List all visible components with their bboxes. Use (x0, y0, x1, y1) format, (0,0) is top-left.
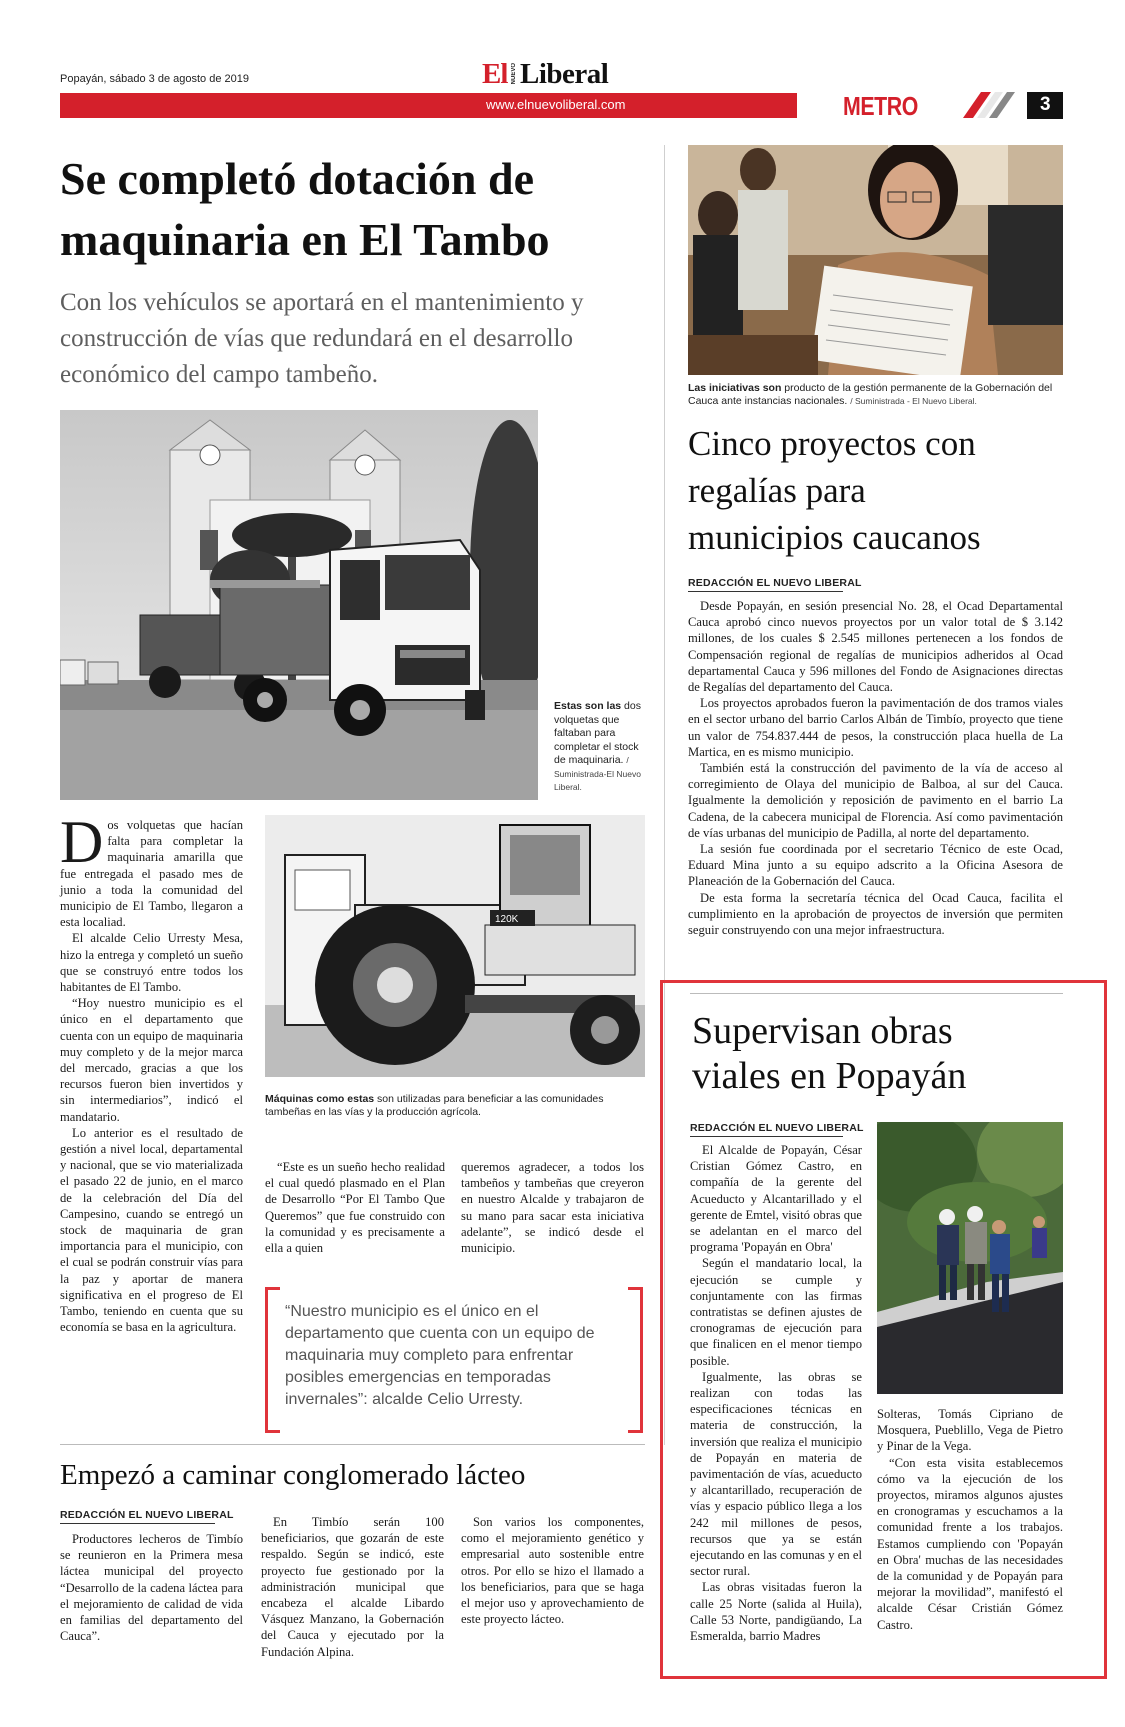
grader-photo (265, 815, 645, 1077)
trucks-photo-caption (554, 700, 649, 795)
main-paragraph: El alcalde Celio Urresty Mesa, hizo la entrega y completó un sueño que se construyó entre todos los habitantes de El Tambo. (60, 931, 243, 995)
cinco-byline: REDACCIÓN EL NUEVO LIBERAL (688, 577, 862, 589)
supervisan-paragraph: “Con esta visita establecemos cómo va la ejecución de los proyectos, miramos algunos ajustes en cronogramas y escuchamos a la comunidad frente a los trabajos. Estamos cumpliendo con 'Popayán en Obra' muchas de las necesidades de la comunidad y de Popayán para mejorar la movilidad”, manifestó el alcalde César Cristián Gómez Castro. (877, 1455, 1063, 1632)
main-paragraph: Lo anterior es el resultado de gestión a nivel local, departamental y nacional, que se vio materializada el pasado 22 de junio, en el marco de la celebración del Día del Campesino, cuando se entregó un stock de maquinaria de gran importancia para el municipio, con el cual se podrán construir vías para la paz y aportar de manera significativa en el progreso de El Tambo, teniendo en cuenta que su economía se basa en la agricultura. (60, 1125, 243, 1335)
supervisan-left-column (690, 1142, 862, 1644)
lacteo-paragraph: En Timbío serán 100 beneficiarios, que gozarán de este respaldo. Según se indicó, este proyecto fue gestionado por la administración municipal que encabeza el alcalde Libardo Vásquez Manzano, la Gobernación del Cauca y ejecutado por la Fundación Alpina. (261, 1515, 444, 1659)
drop-cap: D (60, 809, 104, 875)
cinco-byline-rule (688, 591, 843, 592)
lacteo-column-2 (261, 1514, 444, 1660)
governor-photo-caption (688, 382, 1066, 408)
masthead-logo[interactable] (482, 58, 642, 90)
main-paragraph: “Este es un sueño hecho realidad el cual quedó plasmado en el Plan de Desarrollo “Por El Tambo Que Queremos” que fue construido con la comunidad y es precisamente a ella a quien (265, 1160, 445, 1256)
supervisan-top-rule (690, 993, 1063, 994)
pull-quote-bracket-left (265, 1287, 280, 1433)
lacteo-headline: Empezó a caminar conglomerado lácteo (60, 1459, 526, 1491)
lacteo-divider (60, 1444, 645, 1445)
caption-credit: / Suministrada - El Nuevo Liberal. (850, 396, 977, 406)
page-number: 3 (1040, 94, 1051, 115)
trucks-photo (60, 410, 538, 800)
logo-liberal: Liberal (520, 58, 609, 90)
pull-quote-box (265, 1287, 643, 1429)
road-visit-photo (877, 1122, 1063, 1394)
lacteo-paragraph: Son varios los componentes, como el mejoramiento genético y empresarial auto sostenible entre otros. Por ello se hizo el llamado a los beneficiarios, para que se haga el mejor uso y aprovechamiento de este proyecto lácteo. (461, 1515, 644, 1627)
supervisan-right-column (877, 1406, 1063, 1633)
supervisan-paragraph: Igualmente, las obras se realizan con todas las especificaciones técnicas en materia de construcción, la inversión que realiza el municipio de Popayán en materia de pavimentación de vías, acueducto y alcantarillado, recuperación de vías y espacio público llega a los 242 mil millones de pesos, recursos que ya se están ejecutando en las comunas y en el sector rural. (690, 1369, 862, 1579)
supervisan-headline: Supervisan obras viales en Popayán (692, 1010, 967, 1097)
supervisan-paragraph: El Alcalde de Popayán, César Cristian Gómez Castro, en compañía de la gerente del Acueducto y Alcantarillado y el gerente de Emtel, visitó obras que se adelantan en el marco del programa 'Popayán en Obra' (690, 1143, 862, 1255)
cinco-body (688, 598, 1063, 938)
main-paragraph: “Hoy nuestro municipio es el único en el departamento que cuenta con un equipo de maquinaria muy completo y de la mejor marca del mercado, gracias a que los recursos fueron bien invertidos y sin intermediarios”, indicó el mandatario. (60, 996, 243, 1124)
supervisan-byline-rule (690, 1136, 843, 1137)
logo-el: El (482, 58, 508, 90)
caption-lead: Máquinas como estas (265, 1093, 375, 1105)
main-story-column-1 (60, 809, 243, 1336)
section-swoosh-icon (963, 90, 1033, 120)
caption-lead: Estas son las (554, 700, 622, 712)
lacteo-byline-rule (60, 1523, 215, 1524)
main-headline: Se completó dotación de maquinaria en El Tambo (60, 153, 550, 265)
cinco-headline: Cinco proyectos con regalías para municipios caucanos (688, 424, 981, 557)
svg-text:120K: 120K (495, 914, 519, 925)
supervisan-paragraph: Las obras visitadas fueron la calle 25 Norte (salida al Huila), Calle 53 Norte, pandigüando, La Esmeralda, barrio Madres (690, 1580, 862, 1644)
dateline: Popayán, sábado 3 de agosto de 2019 (60, 73, 249, 85)
caption-text: producto de la gestión permanente de la Gobernación del Cauca ante instancias nacionales. (688, 382, 1053, 407)
lacteo-column-3 (461, 1514, 644, 1627)
section-label: METRO (843, 91, 918, 121)
main-paragraph: queremos agradecer, a todos los tambeños y tambeñas que creyeron en nuestro Alcalde y trabajaron de su mano para sacar esta iniciativa adelante”, se indicó desde el municipio. (461, 1160, 644, 1256)
main-subhead: Con los vehículos se aportará en el mantenimiento y construcción de vías que redundará en el desarrollo económico del campo tambeño. (60, 289, 584, 388)
lacteo-column-1 (60, 1531, 243, 1644)
cinco-paragraph: También está la construcción del pavimento de la vía de acceso al corregimiento de Olaya del municipio de Balboa, al sur del Cauca. Igualmente la demolición y reposición de pavimento en el barrio La Cadena, de la cabecera municipal de Florencia. Así como pavimentación de vías urbanas del municipio de Padilla, al norte del departamento. (688, 761, 1063, 840)
website-link[interactable]: www.elnuevoliberal.com (486, 97, 626, 112)
supervisan-paragraph: Según el mandatario local, la ejecución se cumple y conjuntamente con las firmas contratistas se definen ajustes de cronogramas de ejecución para que finalicen en el menor tiempo posible. (690, 1256, 862, 1368)
lacteo-paragraph: Productores lecheros de Timbío se reunieron en la Primera mesa láctea municipal del proyecto “Desarrollo de la cadena láctea para el mejoramiento de calidad de vida en familias del departamento del Cauca”. (60, 1532, 243, 1644)
logo-nuevo: NUEVO (511, 63, 517, 85)
main-paragraph: os volquetas que hacían falta para completar la maquinaria amarilla que fue entregada el pasado mes de junio a toda la comunidad del municipio de El Tambo, llegaron a esta localiad. (60, 818, 243, 930)
caption-lead: Las iniciativas son (688, 382, 782, 394)
caption-text: son utilizadas para beneficiar a las comunidades tambeñas en las vías y la producción agrícola. (265, 1093, 604, 1118)
main-story-column-3 (461, 1159, 644, 1256)
grader-photo-caption (265, 1093, 645, 1119)
governor-photo (688, 145, 1063, 375)
main-story-column-2 (265, 1159, 445, 1256)
pull-quote-text: “Nuestro municipio es el único en el departamento que cuenta con un equipo de maquinaria muy completo para enfrentar posibles emergencias en temporadas invernales”: alcalde Celio Urresty. (285, 1303, 595, 1408)
supervisan-paragraph: Solteras, Tomás Cipriano de Mosquera, Pueblillo, Vega de Pietro y Pinar de la Vega. (877, 1407, 1063, 1454)
cinco-paragraph: La sesión fue coordinada por el secretario Técnico de este Ocad, Eduard Mina junto a su equipo adscrito a la Oficina Asesora de Planeación de la Gobernación del Cauca. (688, 842, 1063, 889)
cinco-paragraph: Desde Popayán, en sesión presencial No. 28, el Ocad Departamental Cauca aprobó cinco nuevos proyectos por un valor total de $ 3.142 millones, de los cuales $ 2.545 millones pertenecen a los fondos de Compensación regional de regalías de municipios adheridos al Ocad departamental Cauca y 596 millones del Fondo de Asignaciones directas de Regalías del departamento del Cauca. (688, 599, 1063, 695)
cinco-paragraph: De esta forma la secretaría técnica del Ocad Cauca, facilita el cumplimiento en la aprobación de proyectos de inversión que permiten seguir construyendo con una mejor infraestructura. (688, 890, 1063, 938)
caption-text: dos volquetas que faltaban para completar el stock de maquinaria. (554, 700, 641, 766)
cinco-paragraph: Los proyectos aprobados fueron la pavimentación de dos tramos viales en el sector urbano del barrio Carlos Albán de Timbío, proyecto que tiene un valor de 754.837.444 de pesos, la construcción placa huella de La Martica, en es mismo municipio. (688, 696, 1063, 759)
pull-quote-bracket-right (628, 1287, 643, 1433)
lacteo-byline: REDACCIÓN EL NUEVO LIBERAL (60, 1509, 234, 1521)
supervisan-byline: REDACCIÓN EL NUEVO LIBERAL (690, 1122, 864, 1134)
header-red-bar (60, 93, 797, 118)
caption-credit: / Suministrada-El Nuevo Liberal. (554, 755, 641, 792)
